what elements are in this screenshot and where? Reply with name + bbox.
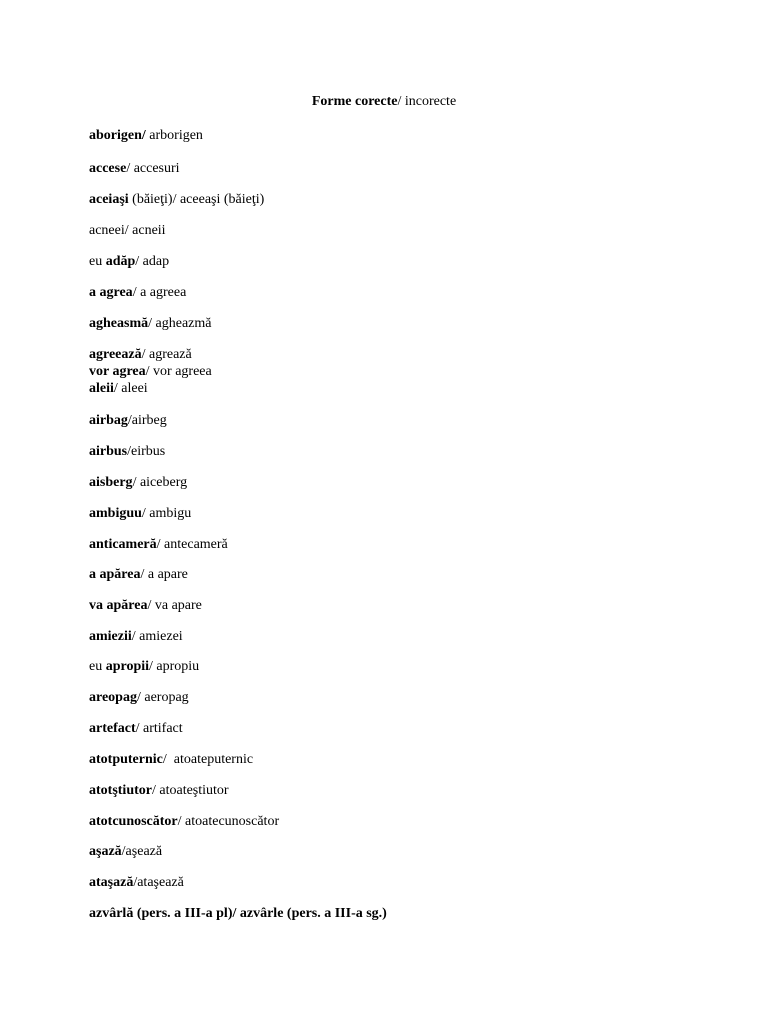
list-item: aborigen/ arborigen [89, 128, 203, 143]
list-item: aleii/ aleei [89, 381, 148, 396]
list-item: aşază/aşează [89, 844, 163, 859]
list-item: agreează/ agrează [89, 347, 192, 362]
list-item: vor agrea/ vor agreea [89, 364, 212, 379]
list-item: ambiguu/ ambigu [89, 506, 192, 521]
list-item: a apărea/ a apare [89, 567, 188, 582]
page-title [0, 94, 768, 110]
title-bold: Forme corecte [311, 94, 398, 109]
list-item: eu adăp/ adap [89, 254, 170, 269]
list-item: anticameră/ antecameră [89, 537, 228, 552]
list-item: ataşază/ataşează [89, 875, 184, 890]
list-item: amiezii/ amiezei [89, 629, 183, 644]
title-normal: / incorecte [397, 94, 457, 109]
list-item: a agrea/ a agreea [89, 285, 187, 300]
list-item: acneei/ acneii [89, 223, 166, 238]
list-item: aisberg/ aiceberg [89, 475, 188, 490]
list-item: azvârlă (pers. a III-a pl)/ azvârle (pers. a III-a sg.) [89, 906, 387, 921]
list-item: airbus/eirbus [89, 444, 166, 459]
list-item: va apărea/ va apare [89, 598, 202, 613]
list-item: atotputernic/ atoateputernic [89, 752, 254, 767]
list-item: atotştiutor/ atoateştiutor [89, 783, 229, 798]
list-item: eu apropii/ apropiu [89, 659, 200, 674]
list-item: accese/ accesuri [89, 161, 180, 176]
list-item: agheasmă/ agheazmă [89, 316, 212, 331]
list-item: artefact/ artifact [89, 721, 183, 736]
list-item: atotcunoscător/ atoatecunoscător [89, 814, 280, 829]
list-item: areopag/ aeropag [89, 690, 189, 705]
list-item: aceiaşi (băieţi)/ aceeaşi (băieţi) [89, 192, 265, 207]
list-item: airbag/airbeg [89, 413, 167, 428]
